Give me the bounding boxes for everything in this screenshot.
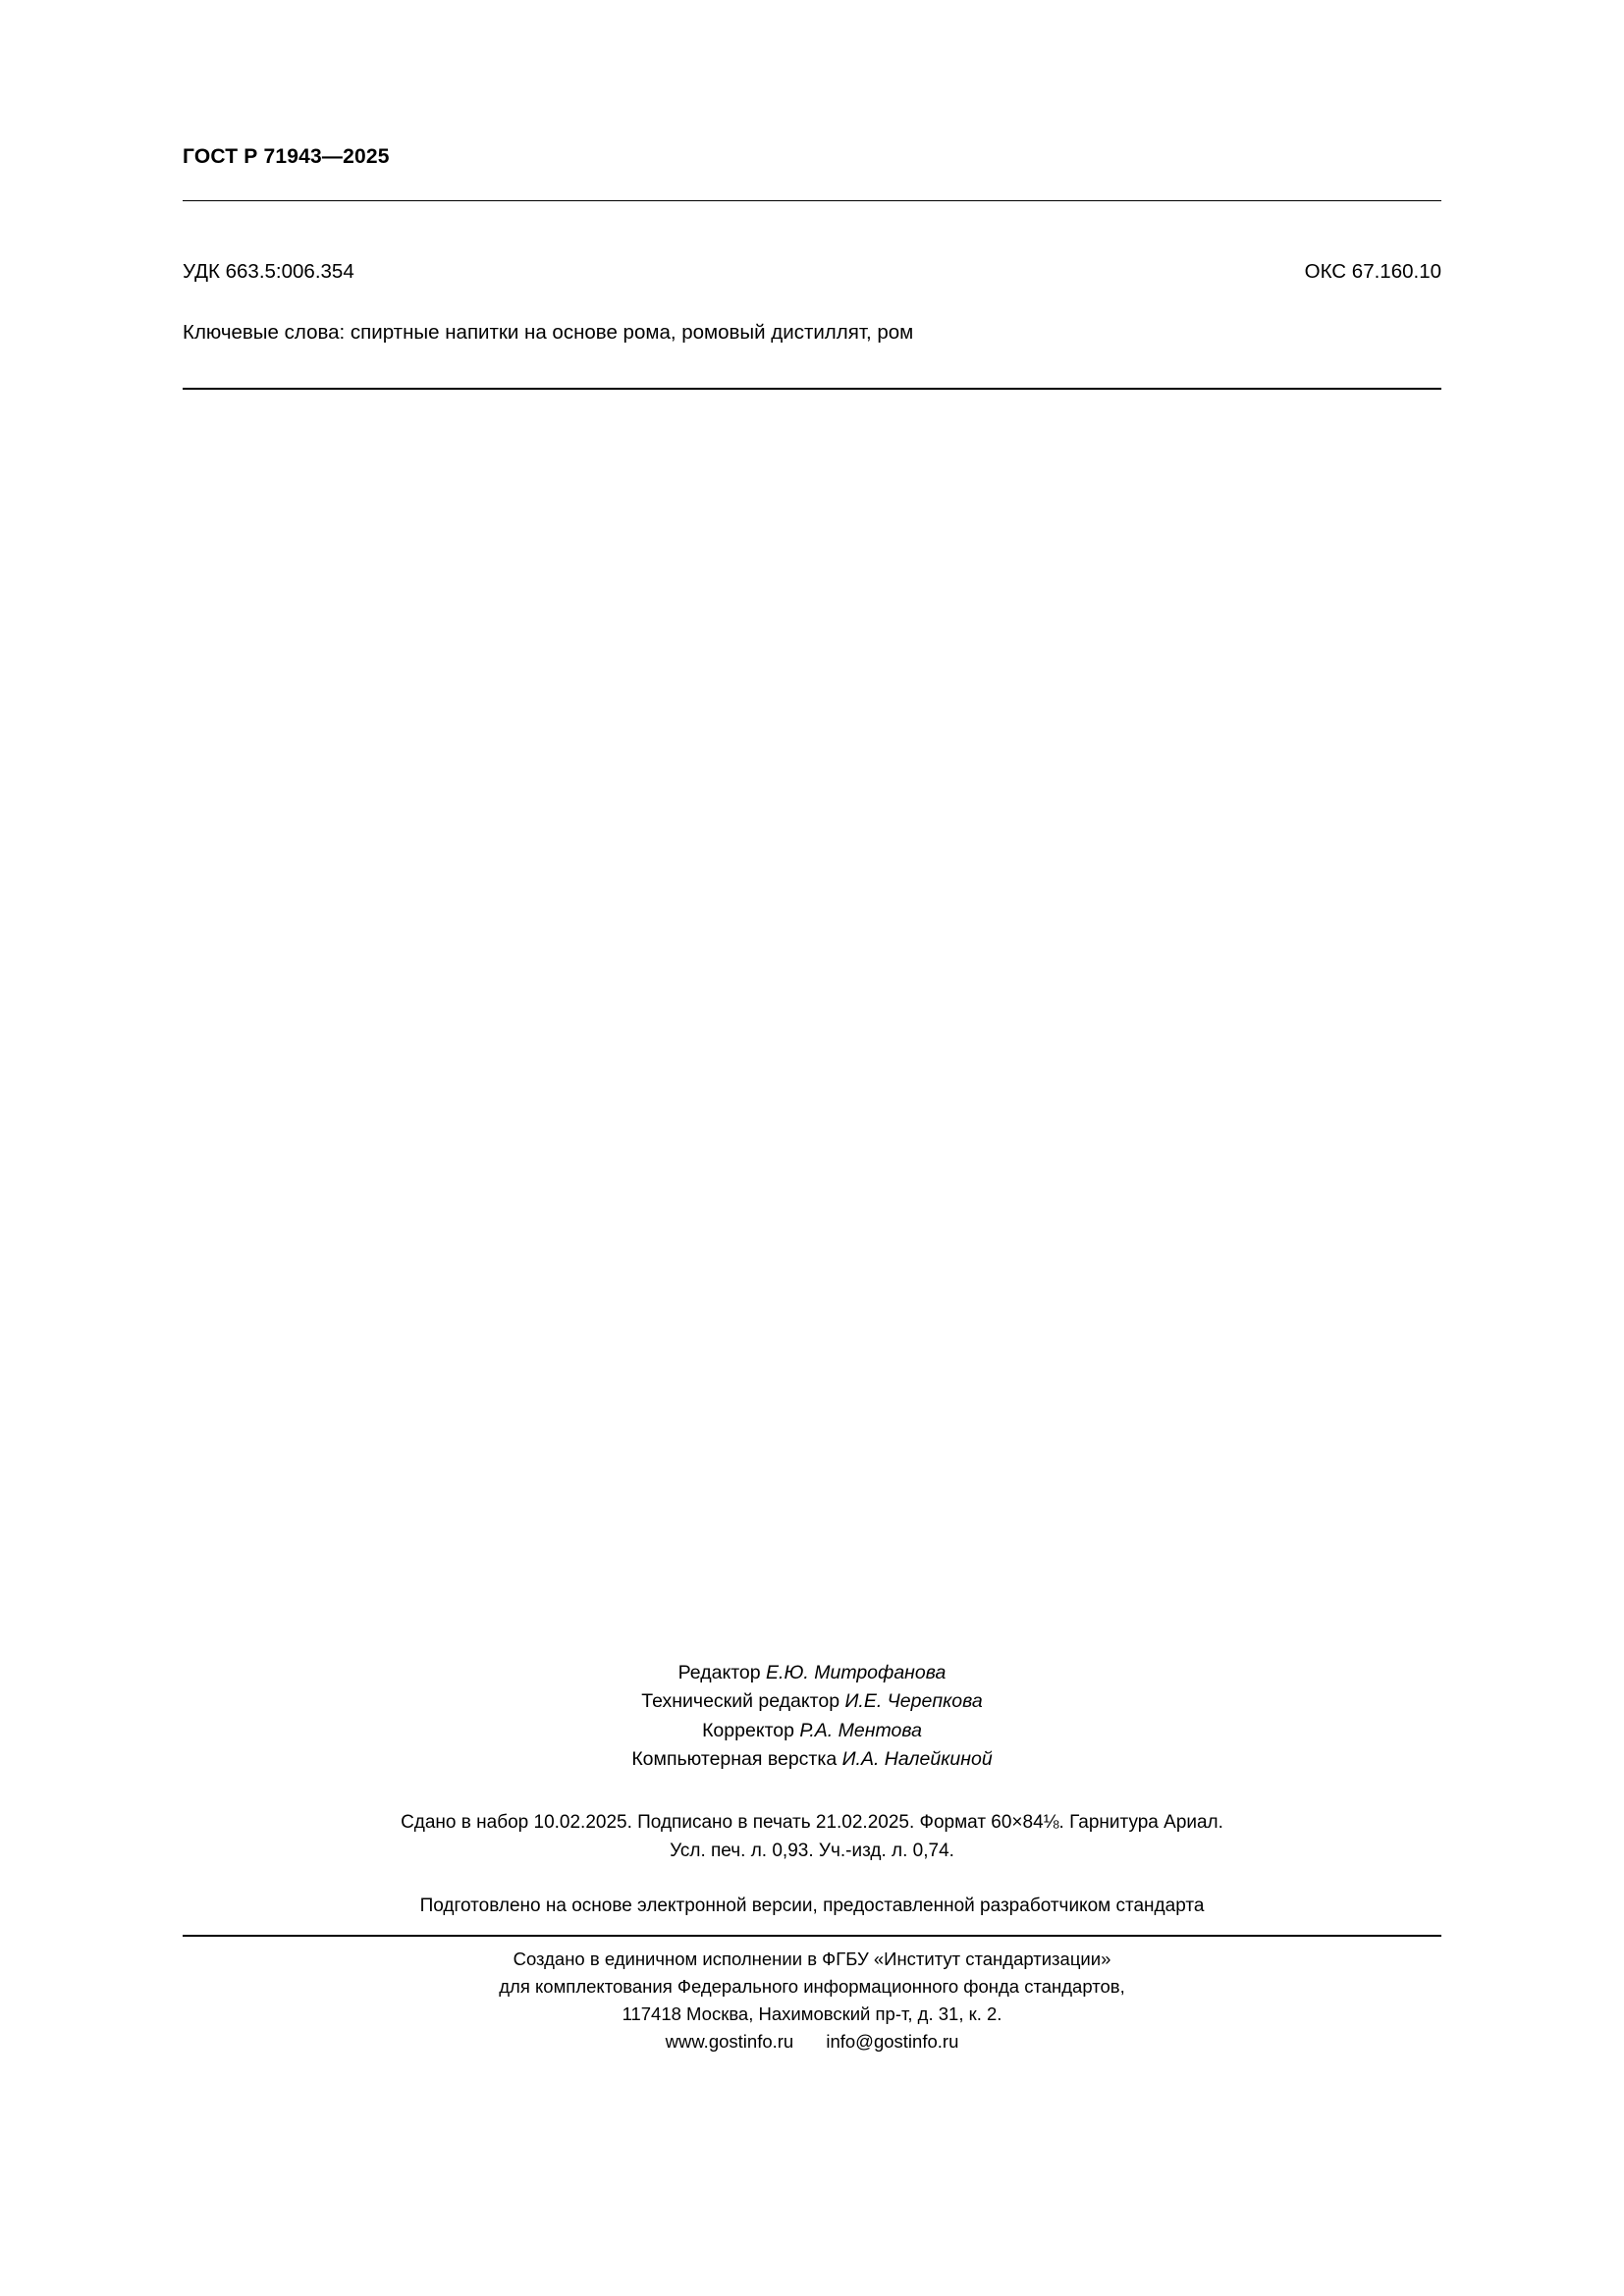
- keywords-line: Ключевые слова: спиртные напитки на основе рома, ромовый дистиллят, ром: [183, 321, 914, 344]
- keywords-divider: [183, 388, 1441, 390]
- footer-block: [183, 1946, 1441, 2056]
- email-link[interactable]: info@gostinfo.ru: [826, 2031, 959, 2053]
- technical-editor-label: Технический редактор: [641, 1690, 840, 1713]
- print-info-line-1: Сдано в набор 10.02.2025. Подписано в печать 21.02.2025. Формат 60×84⅛. Гарнитура Ариал.: [401, 1812, 1223, 1833]
- corrector-name: Р.А. Ментова: [799, 1719, 922, 1741]
- editor-label: Редактор: [677, 1662, 761, 1683]
- editor-line: [183, 1659, 1441, 1687]
- corrector-label: Корректор: [702, 1719, 794, 1741]
- footer-divider: [183, 1935, 1441, 1937]
- website-link[interactable]: www.gostinfo.ru: [665, 2031, 794, 2053]
- prepared-note: Подготовлено на основе электронной версии, предоставленной разработчиком стандарта: [419, 1896, 1205, 1916]
- colophon-block: [183, 1659, 1441, 1774]
- standard-number: ГОСТ Р 71943—2025: [183, 145, 390, 168]
- corrector-line: [183, 1717, 1441, 1745]
- layout-label: Компьютерная верстка: [631, 1747, 838, 1770]
- oks-code: ОКС 67.160.10: [1304, 260, 1441, 283]
- layout-name: И.А. Налейкиной: [841, 1747, 993, 1770]
- udk-code: УДК 663.5:006.354: [183, 260, 354, 283]
- document-header: [183, 145, 1441, 201]
- technical-editor-name: И.Е. Черепкова: [844, 1690, 983, 1713]
- footer-line-3: 117418 Москва, Нахимовский пр-т, д. 31, к. 2.: [622, 2003, 1002, 2025]
- header-divider: [183, 200, 1441, 201]
- layout-line: [183, 1745, 1441, 1774]
- print-info-block: [183, 1808, 1441, 1866]
- footer-line-1: Создано в единичном исполнении в ФГБУ «Институт стандартизации»: [513, 1949, 1111, 1969]
- technical-editor-line: [183, 1687, 1441, 1716]
- udk-oks-row: [183, 260, 1441, 284]
- print-info-line-2: Усл. печ. л. 0,93. Уч.-изд. л. 0,74.: [670, 1841, 954, 1862]
- footer-contacts: [183, 2028, 1441, 2056]
- editor-name: Е.Ю. Митрофанова: [766, 1662, 947, 1683]
- footer-line-2: для комплектования Федерального информационного фонда стандартов,: [499, 1976, 1125, 1998]
